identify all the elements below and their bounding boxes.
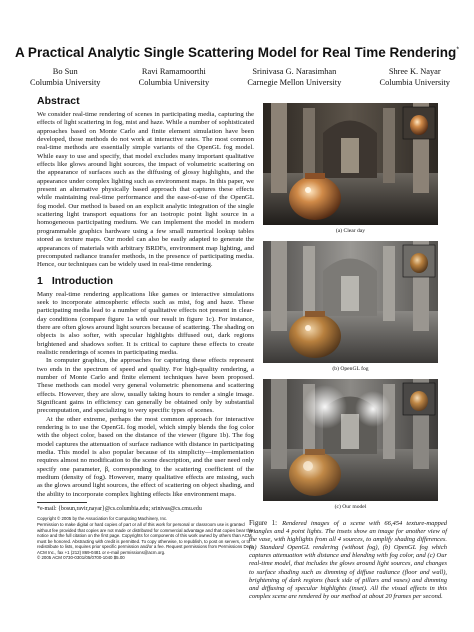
copyright-body: Permission to make digital or hard copies of part or all of this work for personal or classroom use is granted without fee provided that copies are not made or distributed for commercial advantage and that copies bear this notice and the full citation on the first page. Copyrights for components of this work owned by others than ACM must be honored. Abstracting with credit is permitted. To copy otherwise, to republish, to post on servers, or to redistribute to lists, requires prior specific permission and/or a fee. Request permissions from Permissions Dept, ACM Inc., fax +1 (212) 869-0481 or e-mail permissions@acm.org.: [37, 521, 254, 555]
paper-title-text: A Practical Analytic Single Scattering Model for Real Time Rendering: [14, 45, 457, 60]
section-title: Introduction: [51, 274, 114, 287]
intro-paragraph-2: In computer graphics, the approaches for capturing these effects represent two ends in the spectrum of speed and quality. For high-quality rendering, a number of Monte Carlo and finite element techniques have been proposed. These methods can model very general volumetric phenomena and scattering effects. However, they are slow, usually taking hours to render a single image. Significant gains in efficiency can generally be obtained only by substantial precomputation, and specializing to very specific types of scenes.: [37, 357, 254, 415]
intro-paragraph-3: At the other extreme, perhaps the most common approach for interactive rendering is to use the OpenGL fog model, which simply blends the fog color with the object color, based on the distance of the viewer (figure 1b). The fog model captures the attenuation of surface radiance with distance in participating media. This model is also popular because of its simplicity—implementation requires almost no modification to the scene description, and the user need only specify one parameter, β, corresponding to the scattering coefficient of the medium (density of fog). However, many qualitative effects are missing, such as the glows around light sources, the effect of scattering on object shading, and the ability to incorporate complex lighting effects like environment maps.: [37, 415, 254, 498]
copyright-notice: [37, 516, 254, 561]
subfigure-label-b: (b) OpenGL fog: [332, 366, 369, 372]
introduction-heading: [37, 275, 254, 287]
author-3: [247, 67, 341, 88]
author-name: Srinivasa G. Narasimhan: [252, 67, 337, 76]
figure-caption-text: Rendered images of a scene with 66,454 texture-mapped triangles and 4 point lights. The insets show an image for another view of the vase, with highlights from all 4 sources, to amplify shading differences. (a) Standard OpenGL rendering (without fog), (b) OpenGL fog which captures attenuation with distance and blending with fog color, and (c) Our real-time model, that includes the glows around light sources, and changes to surface shading such as dimming of diffuse radiance (floor and wall), brightening of dark regions (back side of pillars and vases) and dimming and diffusing of specular highlights (inset). All the visual effects in this complex scene are rendered by our method at about 20 frames per second.: [249, 520, 447, 600]
abstract-heading: Abstract: [37, 95, 80, 107]
left-column: [37, 95, 254, 561]
author-affiliation: Columbia University: [30, 77, 101, 87]
author-2: [139, 67, 209, 88]
render-clear-day: [263, 103, 438, 225]
paper-title: [0, 45, 474, 60]
section-number: 1: [37, 274, 43, 287]
abstract-text: We consider real-time rendering of scenes in participating media, capturing the effects of light scattering in fog, mist and haze. While a number of sophisticated approaches based on Monte Carlo and finite element simulation have been developed, those methods do not work at interactive rates. The most common real-time methods are essentially simple variants of the OpenGL fog model. While easy to use and specify, that model excludes many important qualitative effects like glows around light sources, the impact of volumetric scattering on the appearance of surfaces such as the diffusing of glossy highlights, and the appearance under complex lighting such as environment maps. In this paper, we present an alternative physically based approach that captures these effects while maintaining real-time performance and the ease-of-use of the OpenGL fog model. Our method is based on an explicit analytic integration of the single scattering light transport equations for an isotropic point light source in a homogeneous participating medium. We can implement the model in modern programmable graphics hardware using a few small numerical lookup tables stored as texture maps. Our model can also be easily adapted to generate the appearances of materials with arbitrary BRDFs, environment map lighting, and precomputed radiance transfer methods, in the presence of participating media. Hence, our techniques can be widely used in real-time rendering.: [37, 111, 254, 269]
author-4: [380, 67, 450, 88]
render-opengl-fog: [263, 241, 438, 363]
author-1: [30, 67, 100, 88]
copyright-tail: © 2005 ACM 0730-0301/05/0700-1040 $5.00: [37, 555, 125, 561]
author-name: Bo Sun: [52, 67, 78, 76]
author-list: [30, 67, 450, 88]
intro-paragraph-1: Many real-time rendering applications like games or interactive simulations seek to incorporate atmospheric effects such as mist, fog and haze. These participating media lead to a number of qualitative effects not present in clear-day conditions (compare figure 1a with our result in figure 1c). For instance, there are often glows around light sources because of scattering. The shading on objects is also softer, with specular highlights diffused out, dark regions brightened and shadows softer. It is critical to capture these effects to create realistic renderings of scenes in participating media.: [37, 290, 254, 356]
title-footnote-mark: *: [456, 46, 460, 54]
copyright-head: Copyright © 2005 by the Association for Computing Machinery, Inc.: [37, 516, 168, 522]
author-affiliation: Columbia University: [379, 77, 450, 87]
figure-label: Figure 1:: [249, 519, 278, 527]
author-email-footnote: *e-mail: {bosun,ravir,nayar}@cs.columbia.edu; srinivas@cs.cmu.edu: [37, 506, 202, 513]
author-name: Shree K. Nayar: [388, 67, 441, 76]
subfigure-label-a: (a) Clear day: [335, 228, 366, 234]
subfigure-label-c: (c) Our model: [334, 504, 367, 510]
caption-paragraph: [249, 519, 447, 601]
author-name: Ravi Ramamoorthi: [141, 67, 206, 76]
figure-1: [263, 103, 438, 517]
figure-1-caption: [249, 519, 447, 601]
author-affiliation: Columbia University: [138, 77, 210, 87]
author-affiliation: Carnegie Mellon University: [247, 77, 342, 87]
footnote-divider: [37, 502, 87, 503]
render-our-model: [263, 379, 438, 501]
